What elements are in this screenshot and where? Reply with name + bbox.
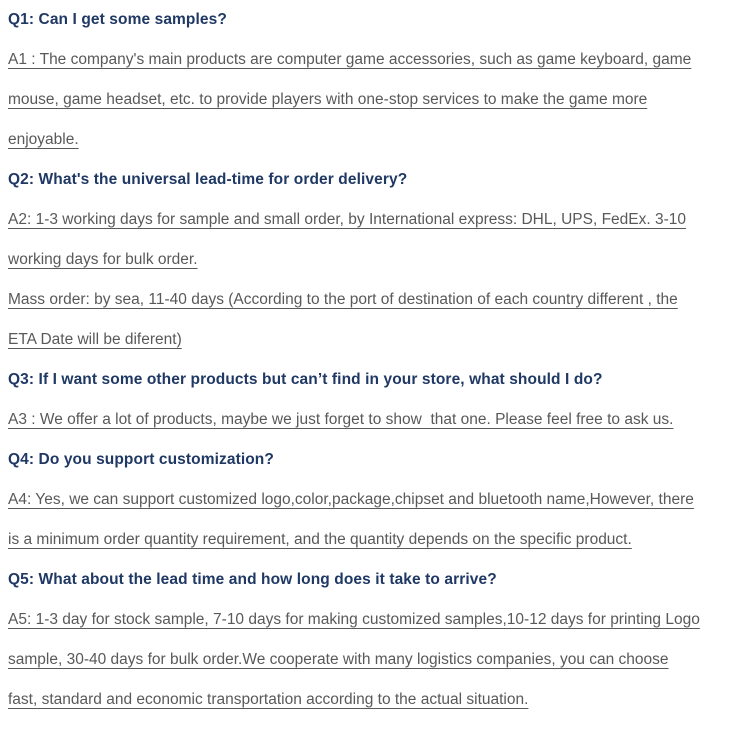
faq-question-1: Q1: Can I get some samples? xyxy=(8,11,227,28)
faq-answer-text: working days for bulk order. xyxy=(8,251,198,268)
faq-answer-text: A2: 1-3 working days for sample and small order, by International express: DHL, UPS, FedEx. 3-10 xyxy=(8,211,687,228)
faq-answer-text: ETA Date will be diferent) xyxy=(8,331,182,348)
faq-answer-text: A5: 1-3 day for stock sample, 7-10 days for making customized samples,10-12 days for printing Logo xyxy=(8,611,700,628)
faq-answer-4-line-1 xyxy=(8,480,742,520)
faq-answer-5-line-3 xyxy=(8,680,742,720)
faq-answer-3-line-1 xyxy=(8,400,742,440)
faq-question-2: Q2: What's the universal lead-time for order delivery? xyxy=(8,171,408,188)
faq-answer-text: A1 : The company's main products are computer game accessories, such as game keyboard, game xyxy=(8,51,692,68)
faq-answer-text: A4: Yes, we can support customized logo,color,package,chipset and bluetooth name,However, there xyxy=(8,491,694,508)
faq-answer-1-line-2 xyxy=(8,80,742,120)
faq-answer-2-line-1 xyxy=(8,200,742,240)
faq-answer-text: is a minimum order quantity requirement, and the quantity depends on the specific product. xyxy=(8,531,632,548)
faq-question-4: Q4: Do you support customization? xyxy=(8,451,274,468)
faq-question-5: Q5: What about the lead time and how long does it take to arrive? xyxy=(8,571,497,588)
faq-answer-text: enjoyable. xyxy=(8,131,79,148)
faq-answer-5-line-1 xyxy=(8,600,742,640)
faq-question-3: Q3: If I want some other products but can’t find in your store, what should I do? xyxy=(8,371,603,388)
faq-answer-text: fast, standard and economic transportation according to the actual situation. xyxy=(8,691,529,708)
faq-answer-4-line-2 xyxy=(8,520,742,560)
faq-answer-1-line-1 xyxy=(8,40,742,80)
faq-answer-2-line-4 xyxy=(8,320,742,360)
faq-answer-text: A3 : We offer a lot of products, maybe we just forget to show that one. Please feel free to ask us. xyxy=(8,411,674,428)
faq-answer-1-line-3 xyxy=(8,120,742,160)
faq-answer-text: sample, 30-40 days for bulk order.We cooperate with many logistics companies, you can choose xyxy=(8,651,669,668)
faq-answer-text: mouse, game headset, etc. to provide players with one-stop services to make the game more xyxy=(8,91,648,108)
faq-answer-5-line-2 xyxy=(8,640,742,680)
faq-answer-2-line-3 xyxy=(8,280,742,320)
faq-answer-2-line-2 xyxy=(8,240,742,280)
faq-answer-text: Mass order: by sea, 11-40 days (According to the port of destination of each country different , the xyxy=(8,291,678,308)
